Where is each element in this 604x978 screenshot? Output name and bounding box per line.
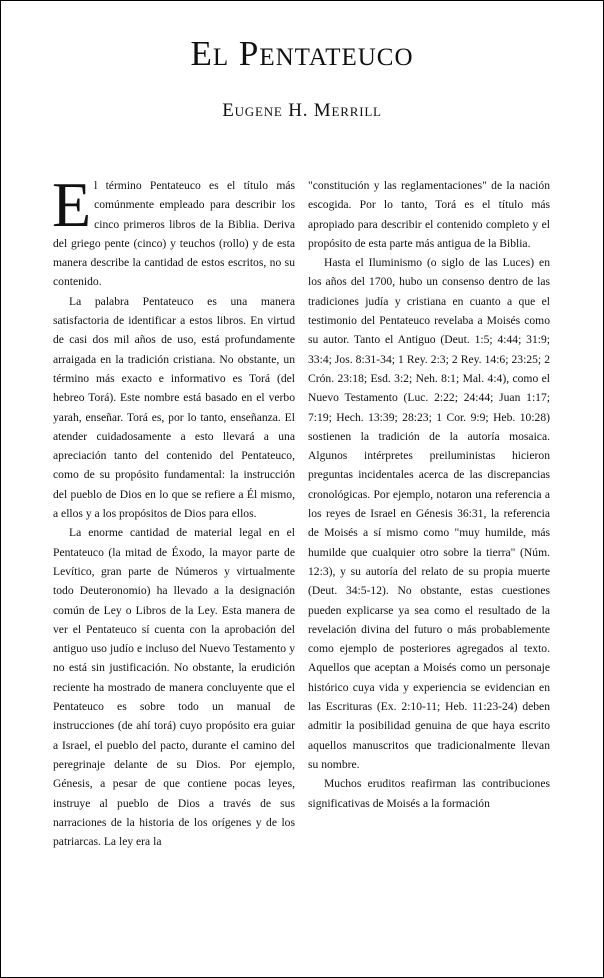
paragraph: Muchos eruditos reafirman las contribuciones significativas de Moisés a la formación	[308, 777, 550, 810]
paragraph-continued: "constitución y las reglamentaciones" de la nación escogida. Por lo tanto, Torá es el título más apropiado para describir el contenido completo y el propósito de esta parte más antigua de la Biblia.	[308, 179, 550, 250]
paragraph: La palabra Pentateuco es una manera satisfactoria de identificar a estos libros. En virtud de casi dos mil años de uso, está profundamente arraigada en la tradición cristiana. No obstante, un término más exacto e informativo es Torá (del hebreo Torá). Este nombre está basado en el verbo yarah, enseñar. Torá es, por lo tanto, enseñanza. El atender cuidadosamente a esto llevará a una apreciación tanto del contenido del Pentateuco, como de su propósito fundamental: la instrucción del pueblo de Dios en lo que se refiere a Él mismo, a ellos y a los propósitos de Dios para ellos.	[53, 294, 295, 521]
paragraph: Hasta el Iluminismo (o siglo de las Luces) en los años del 1700, hubo un consenso dentro de las tradiciones judía y cristiana en cuanto a que el testimonio del Pentateuco revelaba a Moisés como su autor. Tanto el Antiguo (Deut. 1:5; 4:44; 31:9; 33:4; Jos. 8:31-34; 1 Rey. 2:3; 2 Rey. 14:6; 23:25; 2 Crón. 23:18; Esd. 3:2; Neh. 8:1; Mal. 4:4), como el Nuevo Testamento (Luc. 2:22; 24:44; Juan 1:17; 7:19; Hech. 13:39; 28:23; 1 Cor. 9:9; Heb. 10:28) sostienen la tradición de la autoría mosaica. Algunos intérpretes preiluministas hicieron preguntas incidentales acerca de las discrepancias cronológicas. Por ejemplo, notaron una referencia a los reyes de Israel en Génesis 36:31, la referencia de Moisés a sí mismo como "muy humilde, más humilde que cualquier otro sobre la tierra" (Núm. 12:3), y su autoría del relato de su propia muerte (Deut. 34:5-12). No obstante, estas cuestiones pueden explicarse ya sea como el resultado de la revelación divina del futuro o más probablemente como ejemplo de posteriores agregados al texto. Aquellos que aceptan a Moisés como un personaje histórico cuya vida y experiencia se evidencian en las Escrituras (Ex. 2:10-11; Heb. 11:23-24) deben admitir la posibilidad genuina de que haya escrito aquellos manuscritos que tradicionalmente llevan su nombre.	[308, 256, 550, 771]
paragraph-intro	[52, 169, 295, 292]
page-title: El Pentateuco	[190, 34, 414, 73]
drop-cap: E	[52, 169, 92, 240]
left-column	[52, 169, 295, 851]
author-byline: Eugene H. Merrill	[222, 100, 382, 121]
right-column	[308, 176, 550, 813]
paragraph-text: l término Pentateuco es el título más comúnmente empleado para describir los cinco primeros libros de la Biblia. Deriva del griego pente (cinco) y teuchos (rollo) y de esta manera describe la cantidad de estos escritos, no su contenido.	[53, 179, 295, 289]
paragraph: La enorme cantidad de material legal en el Pentateuco (la mitad de Éxodo, la mayor parte de Levítico, gran parte de Números y virtualmente todo Deuteronomio) ha llevado a la designación común de Ley o Libros de la Ley. Esta manera de ver el Pentateuco sí cuenta con la aprobación del antiguo uso judío e incluso del Nuevo Testamento y no está sin justificación. No obstante, la erudición reciente ha mostrado de manera concluyente que el Pentateuco es sobre todo un manual de instrucciones (de ahí torá) cuyo propósito era guiar a Israel, el pueblo del pacto, durante el camino del peregrinaje delante de su Dios. Por ejemplo, Génesis, a pesar de que contiene pocas leyes, instruye al pueblo de Dios a través de sus narraciones de la historia de los orígenes y de los patriarcas. La ley era la	[53, 526, 295, 849]
